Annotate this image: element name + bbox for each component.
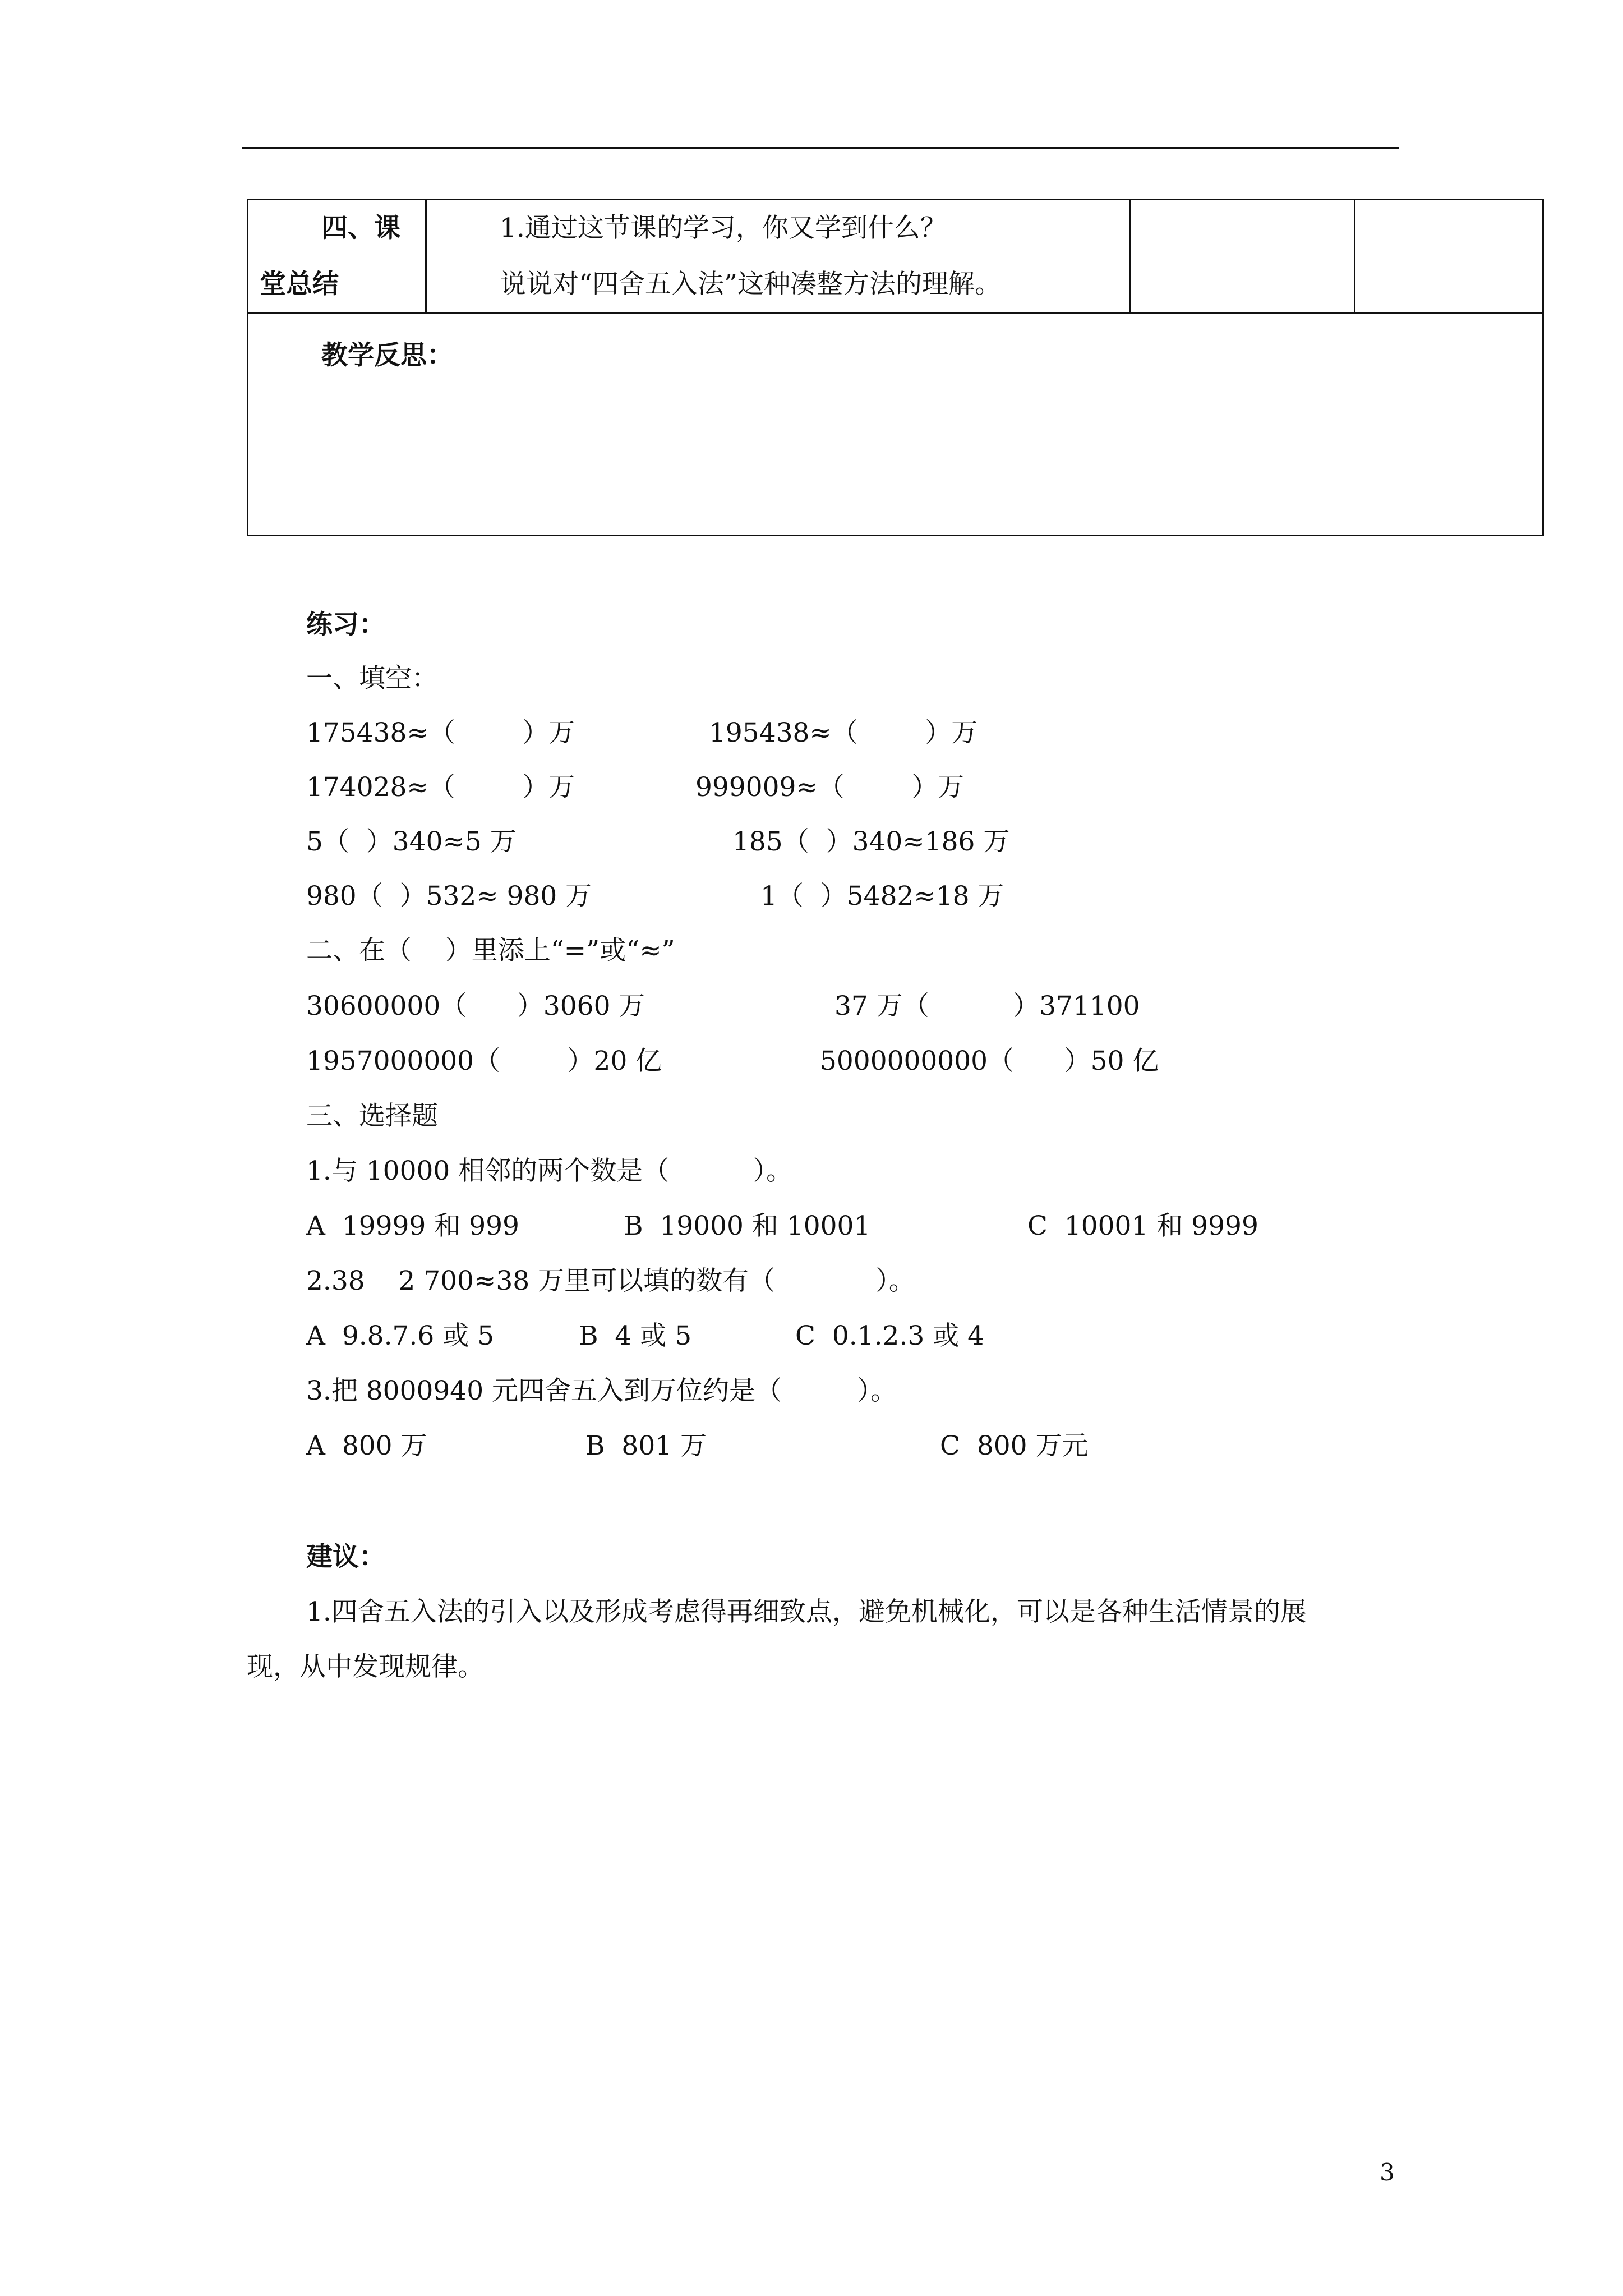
question-stem: 3.把 8000940 元四舍五入到万位约是（ ）。 — [306, 1375, 897, 1406]
fill-item: 175438≈（ ）万 — [306, 717, 575, 748]
content-line2: 说说对“四舍五入法”这种凑整方法的理解。 — [500, 269, 1002, 300]
question-stem: 2.38 2 700≈38 万里可以填的数有（ ）。 — [306, 1266, 915, 1296]
option-c: C 800 万元 — [940, 1430, 1089, 1461]
empty-cell-3 — [1131, 200, 1355, 314]
option-a: A 800 万 — [306, 1430, 427, 1461]
fill-item: 174028≈（ ）万 — [306, 772, 575, 803]
option-c: C 10001 和 9999 — [1027, 1211, 1258, 1241]
option-a: A 19999 和 999 — [306, 1211, 519, 1241]
suggestion-line1: 1.四舍五入法的引入以及形成考虑得再细致点，避免机械化，可以是各种生活情景的展 — [306, 1596, 1307, 1627]
empty-cell-4 — [1355, 200, 1543, 314]
summary-row — [248, 200, 1543, 314]
content-line1: 1.通过这节课的学习，你又学到什么？ — [500, 213, 947, 243]
section-label-line1: 四、课 — [321, 213, 400, 243]
compare-item: 30600000（ ）3060 万 — [306, 991, 645, 1022]
fill-item: 185（ ）340≈186 万 — [732, 826, 1010, 857]
suggestion-title: 建议： — [306, 1542, 385, 1572]
reflection-cell — [248, 314, 1543, 536]
reflection-label: 教学反思： — [321, 340, 453, 371]
fill-item: 1（ ）5482≈18 万 — [760, 881, 1004, 912]
fill-item: 980（ ）532≈ 980 万 — [306, 881, 592, 912]
section-label-line2: 堂总结 — [260, 269, 339, 300]
suggestion-line2: 现，从中发现规律。 — [247, 1651, 484, 1682]
question-stem: 1.与 10000 相邻的两个数是（ ）。 — [306, 1156, 793, 1186]
compare-item: 37 万（ ）371100 — [834, 991, 1140, 1022]
choice-heading: 三、选择题 — [306, 1101, 438, 1131]
compare-item: 1957000000（ ）20 亿 — [306, 1046, 662, 1076]
lesson-summary-table — [247, 199, 1544, 536]
section-label-cell — [248, 200, 426, 314]
compare-heading: 二、在（ ）里添上“=”或“≈” — [306, 935, 675, 966]
option-c: C 0.1.2.3 或 4 — [795, 1320, 985, 1351]
fill-item: 195438≈（ ）万 — [709, 717, 978, 748]
exercise-title: 练习： — [306, 609, 385, 640]
option-b: B 19000 和 10001 — [624, 1211, 871, 1241]
fill-item: 999009≈（ ）万 — [695, 772, 965, 803]
header-rule — [242, 147, 1399, 149]
reflection-row — [248, 314, 1543, 536]
section-content-cell — [426, 200, 1131, 314]
fill-item: 5（ ）340≈5 万 — [306, 826, 517, 857]
fill-heading: 一、填空： — [306, 663, 438, 694]
option-a: A 9.8.7.6 或 5 — [306, 1320, 495, 1351]
compare-item: 5000000000（ ）50 亿 — [820, 1046, 1159, 1076]
page-number: 3 — [1380, 2159, 1395, 2186]
option-b: B 801 万 — [585, 1430, 707, 1461]
option-b: B 4 或 5 — [579, 1320, 692, 1351]
